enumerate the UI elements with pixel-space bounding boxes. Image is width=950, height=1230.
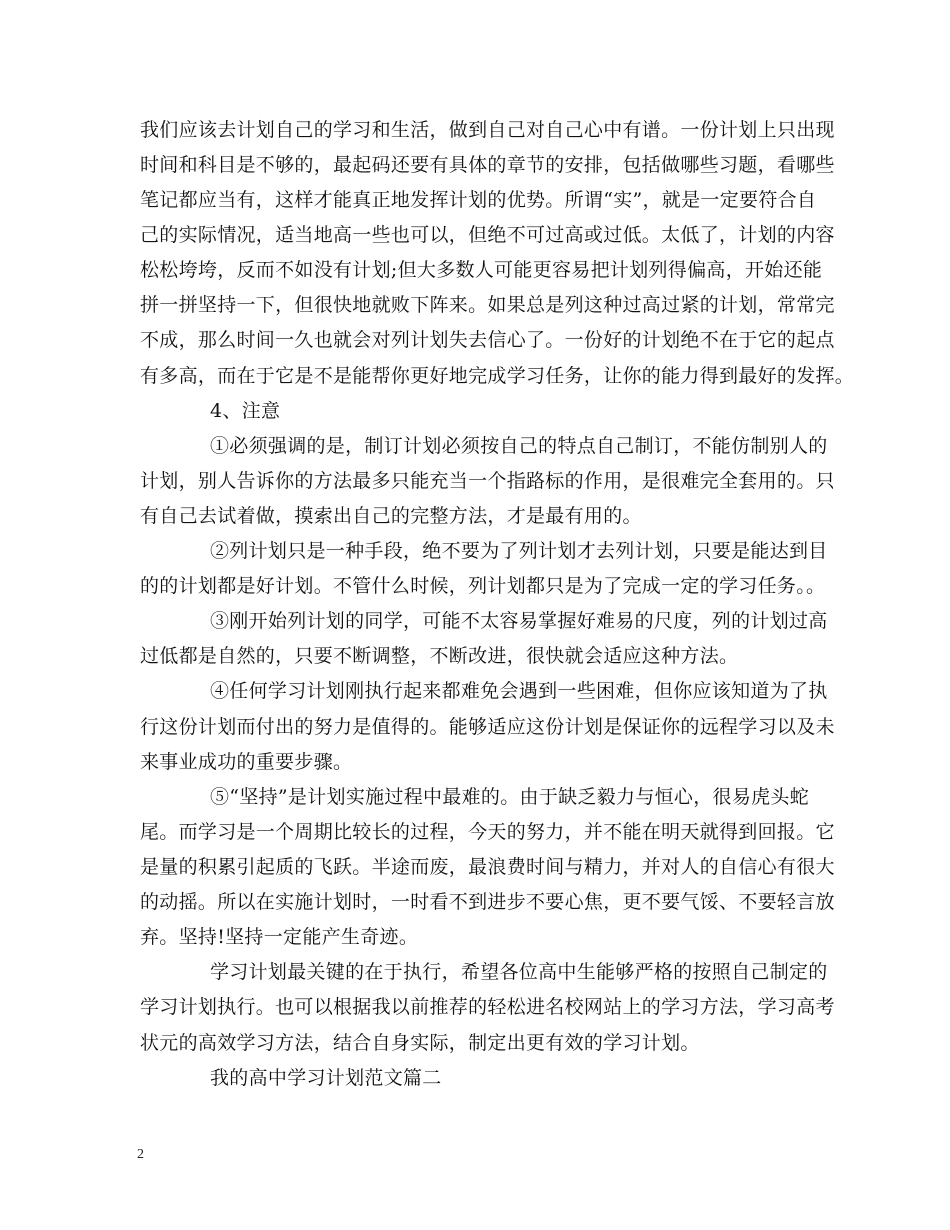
text-line: 笔记都应当有，这样才能真正地发挥计划的优势。所谓“实”，就是一定要符合自 <box>140 189 817 211</box>
page-number: 2 <box>137 1147 144 1162</box>
text-line: 拼一拼坚持一下，但很快地就败下阵来。如果总是列这种过高过紧的计划，常常完 <box>140 294 835 316</box>
text-line: 的的计划都是好计划。不管什么时候，列计划都只是为了完成一定的学习任务。。 <box>140 575 826 597</box>
text-line: 弃。坚持!坚持一定能产生奇迹。 <box>140 926 419 948</box>
text-line: ③刚开始列计划的同学，可能不太容易掌握好难易的尺度，列的计划过高 <box>210 610 828 632</box>
text-line: 学习计划执行。也可以根据我以前推荐的轻松进名校网站上的学习方法，学习高考 <box>140 996 835 1018</box>
text-line: 己的实际情况，适当地高一些也可以，但绝不可过高或过低。太低了，计划的内容 <box>140 224 835 246</box>
text-line: 有自己去试着做，摸索出自己的完整方法，才是最有用的。 <box>140 505 642 527</box>
text-line: 有多高，而在于它是不是能帮你更好地完成学习任务，让你的能力得到最好的发挥。 <box>140 365 855 387</box>
text-line: ⑤“坚持”是计划实施过程中最难的。由于缺乏毅力与恒心，很易虎头蛇 <box>210 786 810 808</box>
text-line: 的动摇。所以在实施计划时，一时看不到进步不要心焦，更不要气馁、不要轻言放 <box>140 891 835 913</box>
text-line: 学习计划最关键的在于执行，希望各位高中生能够严格的按照自己制定的 <box>210 961 828 983</box>
text-line: 来事业成功的重要步骤。 <box>140 751 353 773</box>
text-line: 松松垮垮，反而不如没有计划;但大多数人可能更容易把计划列得偏高，开始还能 <box>140 259 823 281</box>
text-line: 时间和科目是不够的，最起码还要有具体的章节的安排，包括做哪些习题，看哪些 <box>140 154 835 176</box>
text-line: 尾。而学习是一个周期比较长的过程，今天的努力，并不能在明天就得到回报。它 <box>140 821 835 843</box>
text-line: ①必须强调的是，制订计划必须按自己的特点自己制订，不能仿制别人的 <box>210 435 828 457</box>
section-heading: 我的高中学习计划范文篇二 <box>210 1067 442 1089</box>
text-line: 行这份计划而付出的努力是值得的。能够适应这份计划是保证你的远程学习以及未 <box>140 716 835 738</box>
section-heading: 4、注意 <box>210 400 281 422</box>
text-line: 我们应该去计划自己的学习和生活，做到自己对自己心中有谱。一份计划上只出现 <box>140 119 835 141</box>
text-line: 状元的高效学习方法，结合自身实际，制定出更有效的学习计划。 <box>140 1032 700 1054</box>
text-line: ④任何学习计划刚执行起来都难免会遇到一些困难，但你应该知道为了执 <box>210 680 828 702</box>
text-line: 是量的积累引起质的飞跃。半途而废，最浪费时间与精力，并对人的自信心有很大 <box>140 856 835 878</box>
text-line: 计划，别人告诉你的方法最多只能充当一个指路标的作用，是很难完全套用的。只 <box>140 470 835 492</box>
text-line: 过低都是自然的，只要不断调整，不断改进，很快就会适应这种方法。 <box>140 645 739 667</box>
text-line: 不成，那么时间一久也就会对列计划失去信心了。一份好的计划绝不在于它的起点 <box>140 329 835 351</box>
text-line: ②列计划只是一种手段，绝不要为了列计划才去列计划，只要是能达到目 <box>210 540 828 562</box>
